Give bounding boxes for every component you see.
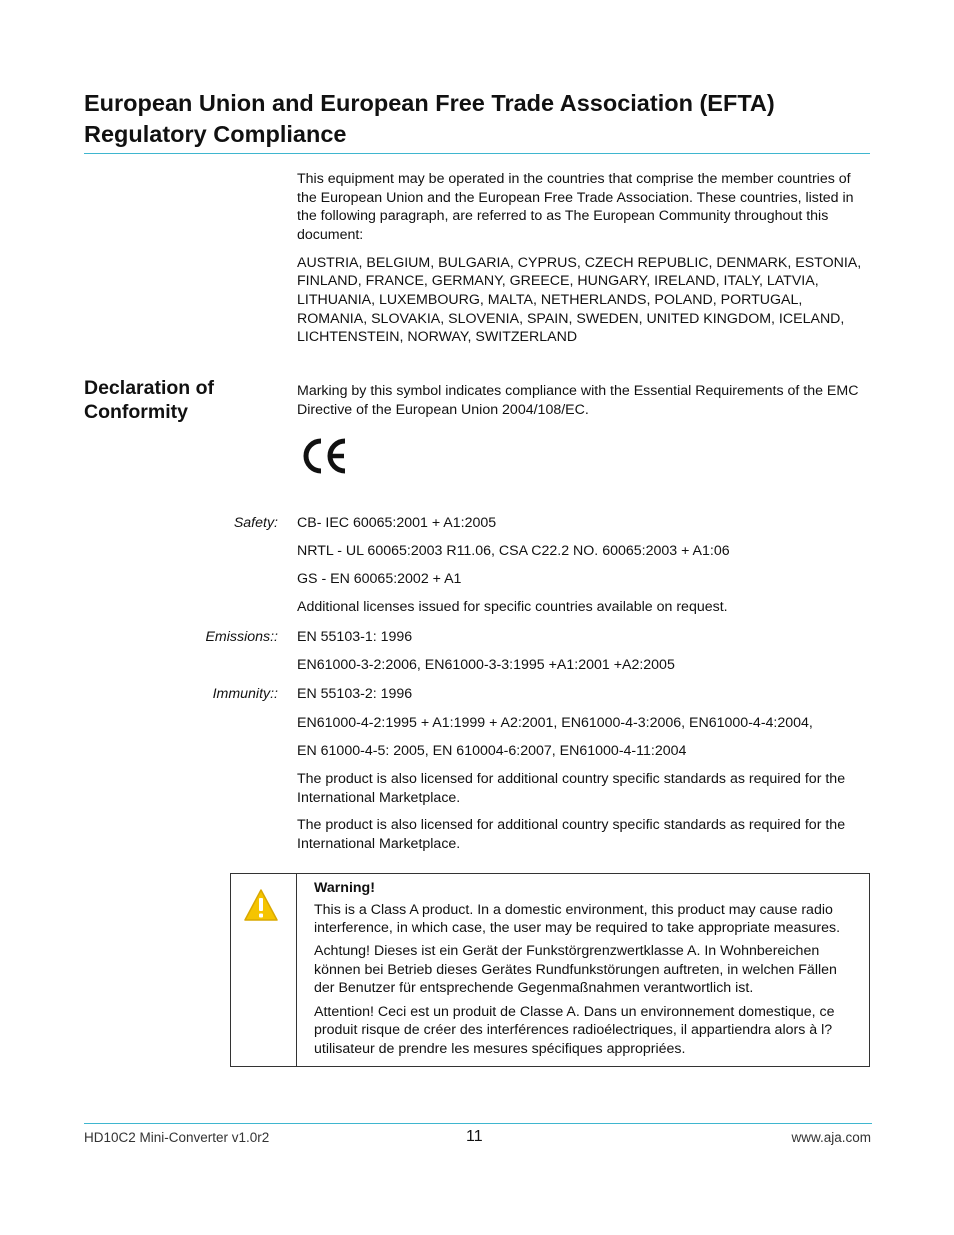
footer-product-version: HD10C2 Mini-Converter v1.0r2 [84, 1130, 270, 1145]
warning-text-de: Achtung! Dieses ist ein Gerät der Funkstörgrenzwertklasse A. In Wohnbereichen können bei Betrieb dieses Gerätes Rundfunkstörungen auftreten, in welchen Fällen der Benutzer für entsprechende Gegenmaßnahmen verantwortlich ist. [314, 943, 837, 997]
licensing-note: The product is also licensed for additional country specific standards as required for the International Marketplace. [297, 771, 846, 806]
safety-standard: NRTL - UL 60065:2003 R11.06, CSA C22.2 NO. 60065:2003 + A1:06 [297, 543, 730, 559]
intro-paragraph: This equipment may be operated in the countries that comprise the member countries of the European Union and the European Free Trade Association. These countries, listed in the following paragraph, are referred to as The European Community throughout this document: [297, 171, 854, 243]
footer-website: www.aja.com [791, 1130, 871, 1145]
declaration-text-block [297, 382, 872, 429]
section-heading-declaration: Declaration of Conformity [84, 377, 215, 423]
warning-title: Warning! [314, 880, 375, 896]
immunity-label: Immunity:: [212, 686, 278, 702]
declaration-text: Marking by this symbol indicates compliance with the Essential Requirements of the EMC Directive of the European Union 2004/108/EC. [297, 383, 859, 418]
safety-note: Additional licenses issued for specific countries available on request. [297, 599, 728, 615]
warning-text-fr: Attention! Ceci est un produit de Classe A. Dans un environnement domestique, ce produit risque de créer des interférences radioélectriques, il appartiendra alors à l?utilisateur de prendre les mesures spécifiques appropriées. [314, 1003, 835, 1057]
warning-box [230, 873, 870, 1067]
emissions-standard: EN61000-3-2:2006, EN61000-3-3:1995 +A1:2001 +A2:2005 [297, 657, 675, 673]
warning-divider [296, 874, 297, 1066]
immunity-standard: EN 55103-2: 1996 [297, 686, 413, 702]
title-divider [84, 153, 870, 154]
safety-label: Safety: [233, 515, 278, 531]
warning-text-en: This is a Class A product. In a domestic environment, this product may cause radio interference, in which case, the user may be required to take appropriate measures. [314, 901, 841, 937]
page-number: 11 [466, 1128, 483, 1145]
immunity-standard: EN 61000-4-5: 2005, EN 610004-6:2007, EN61000-4-11:2004 [297, 743, 687, 759]
licensing-note: The product is also licensed for additional country specific standards as required for the International Marketplace. [297, 817, 846, 852]
emissions-label: Emissions:: [205, 629, 278, 645]
intro-section [297, 170, 872, 356]
emissions-standard: EN 55103-1: 1996 [297, 629, 413, 645]
ce-mark-icon [302, 436, 348, 476]
immunity-standard: EN61000-4-2:1995 + A1:1999 + A2:2001, EN61000-4-3:2006, EN61000-4-4:2004, [297, 715, 813, 731]
footer-divider [84, 1123, 872, 1124]
warning-body [314, 879, 859, 1063]
page-title: European Union and European Free Trade Association (EFTA) Regulatory Compliance [84, 90, 775, 147]
warning-triangle-icon [243, 888, 279, 922]
country-list: AUSTRIA, BELGIUM, BULGARIA, CYPRUS, CZECH REPUBLIC, DENMARK, ESTONIA, FINLAND, FRANCE, GERMANY, GREECE, HUNGARY, IRELAND, ITALY, LATVIA, LITHUANIA, LUXEMBOURG, MALTA, NETHERLANDS, POLAND, PORTUGAL, ROMANIA, SLOVAKIA, SLOVENIA, SPAIN, SWEDEN, UNITED KINGDOM, ICELAND, LICHTENSTEIN, NORWAY, SWITZERLAND [297, 254, 862, 346]
safety-standard: GS - EN 60065:2002 + A1 [297, 571, 462, 587]
safety-standard: CB- IEC 60065:2001 + A1:2005 [297, 515, 497, 531]
